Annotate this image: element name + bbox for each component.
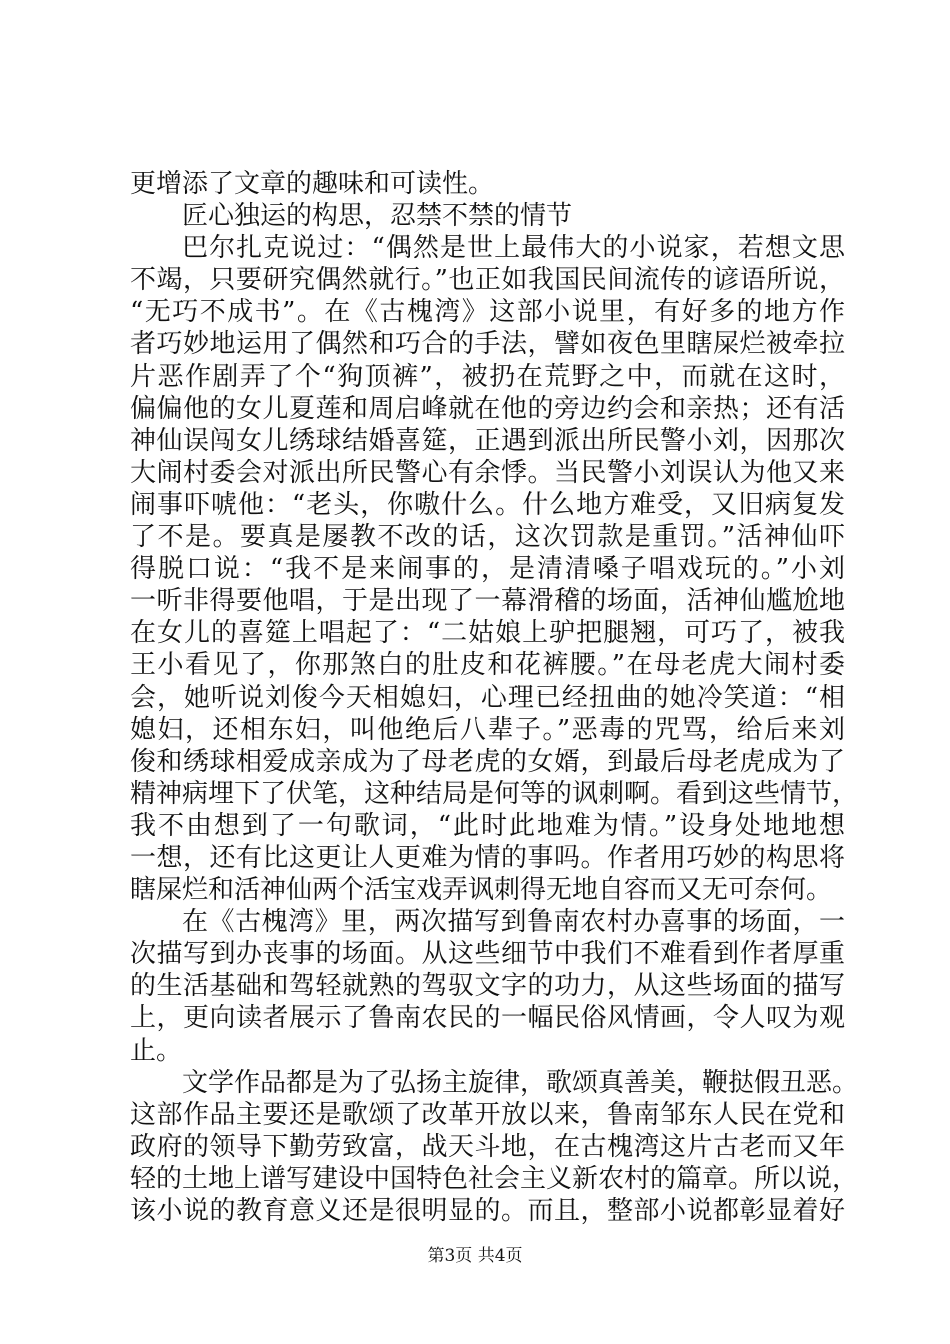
text-line: 更增添了文章的趣味和可读性。 [130,169,495,199]
text-line: 神仙误闯女儿绣球结婚喜筵，正遇到派出所民警小刘，因那次 [130,425,845,456]
text-line: 我不由想到了一句歌词，“此时此地难为情。”设身处地地想 [130,810,845,841]
text-line: 一听非得要他唱，于是出现了一幕滑稽的场面，活神仙尴尬地 [130,586,845,617]
text-line: 文学作品都是为了弘扬主旋律，歌颂真善美，鞭挞假丑恶。 [182,1067,859,1098]
document-body [130,168,859,1227]
text-line: 片恶作剧弄了个“狗顶裤”，被扔在荒野之中，而就在这时， [130,361,845,392]
text-line: 媳妇，还相东妇，叫他绝后八辈子。”恶毒的咒骂，给后来刘 [130,714,845,745]
text-line: 轻的土地上谱写建设中国特色社会主义新农村的篇章。所以说， [130,1163,859,1194]
page-footer: 第3页 共4页 [427,1246,523,1266]
text-line: 了不是。要真是屡教不改的话，这次罚款是重罚。”活神仙吓 [130,522,845,553]
text-line: 止。 [130,1035,183,1066]
text-line: 精神病埋下了伏笔，这种结局是何等的讽刺啊。看到这些情节， [130,778,859,809]
text-line: 会，她听说刘俊今天相媳妇，心理已经扭曲的她冷笑道：“相 [130,682,845,713]
text-line: 这部作品主要还是歌颂了改革开放以来，鲁南邹东人民在党和 [130,1099,845,1130]
text-line: 巴尔扎克说过：“偶然是世上最伟大的小说家，若想文思 [182,233,845,264]
text-line: 匠心独运的构思，忍禁不禁的情节 [182,201,573,232]
text-line: 在《古槐湾》里，两次描写到鲁南农村办喜事的场面，一 [182,907,845,938]
text-line: “无巧不成书”。在《古槐湾》这部小说里，有好多的地方作 [130,297,845,328]
text-line: 的生活基础和驾轻就熟的驾驭文字的功力，从这些场面的描写 [130,971,845,1002]
text-line: 者巧妙地运用了偶然和巧合的手法，譬如夜色里瞎屎烂被牵拉 [130,329,845,360]
text-line: 偏偏他的女儿夏莲和周启峰就在他的旁边约会和亲热；还有活 [130,393,845,424]
text-line: 政府的领导下勤劳致富，战天斗地，在古槐湾这片古老而又年 [130,1131,845,1162]
text-line: 大闹村委会对派出所民警心有余悸。当民警小刘误认为他又来 [130,457,845,488]
text-line: 该小说的教育意义还是很明显的。而且，整部小说都彰显着好 [130,1196,845,1226]
text-line: 闹事吓唬他：“老头，你嗷什么。什么地方难受，又旧病复发 [130,489,845,520]
text-line: 俊和绣球相爱成亲成为了母老虎的女婿，到最后母老虎成为了 [130,746,845,777]
text-line: 在女儿的喜筵上唱起了：“二姑娘上驴把腿翘，可巧了，被我 [130,618,845,649]
text-line: 一想，还有比这更让人更难为情的事吗。作者用巧妙的构思将 [130,842,845,873]
text-line: 上，更向读者展示了鲁南农民的一幅民俗风情画，令人叹为观 [130,1003,845,1034]
text-line: 王小看见了，你那煞白的肚皮和花裤腰。”在母老虎大闹村委 [130,650,845,681]
text-line: 瞎屎烂和活神仙两个活宝戏弄讽刺得无地自容而又无可奈何。 [130,875,833,906]
text-line: 得脱口说：“我不是来闹事的，是清清嗓子唱戏玩的。”小刘 [130,554,845,585]
text-line: 不竭，只要研究偶然就行。”也正如我国民间流传的谚语所说， [130,265,845,296]
text-line: 次描写到办丧事的场面。从这些细节中我们不难看到作者厚重 [130,939,845,970]
